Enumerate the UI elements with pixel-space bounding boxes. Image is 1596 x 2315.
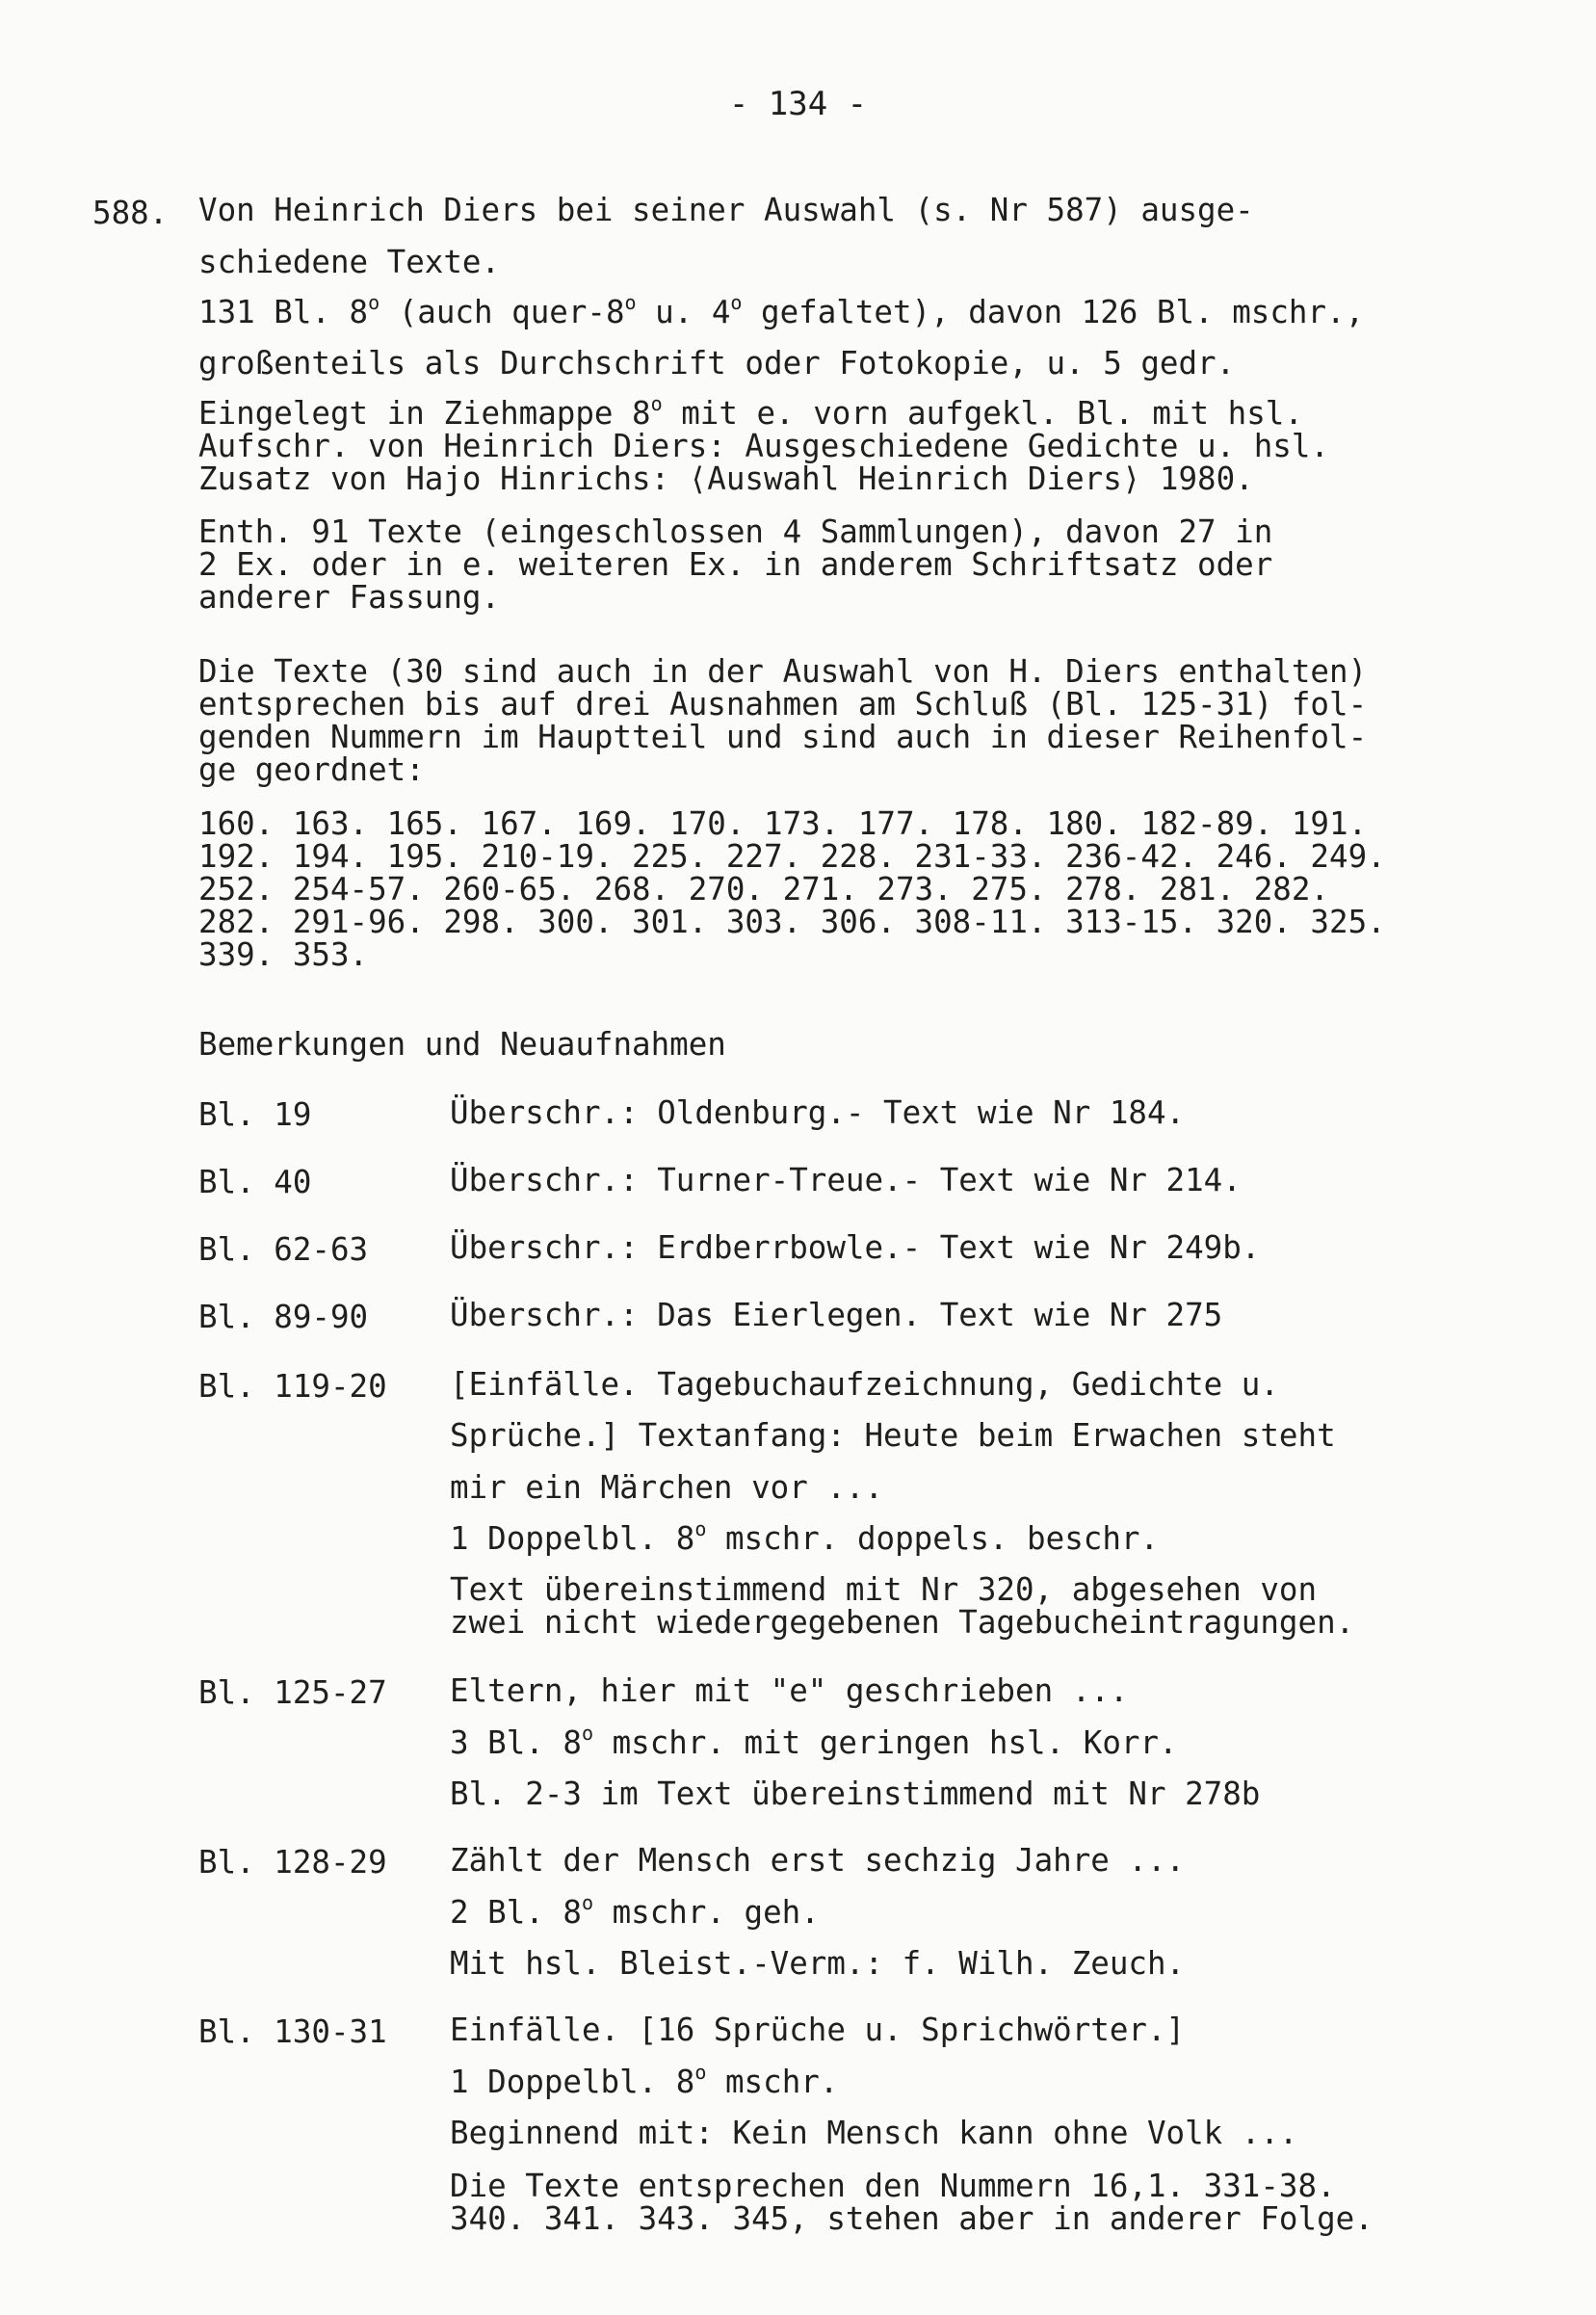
page-number: - 134 - [728, 85, 868, 123]
physical-description: 131 Bl. 8$^o$ (auch quer-8$^o$ u. 4$^o$ gefaltet), davon 126 Bl. mschr., [198, 291, 1365, 330]
remark-text: Bl. 2-3 im Text übereinstimmend mit Nr 278b [450, 1776, 1261, 1812]
remark-text: Überschr.: Oldenburg.- Text wie Nr 184. [450, 1094, 1186, 1131]
remark-text: 2 Bl. 8$^o$ mschr. geh. [450, 1891, 820, 1931]
remark-text: Beginnend mit: Kein Mensch kann ohne Volk ... [450, 2115, 1298, 2151]
remark-text: 1 Doppelbl. 8$^o$ mschr. [450, 2061, 839, 2100]
remark-text: Überschr.: Das Eierlegen. Text wie Nr 275 [450, 1297, 1223, 1333]
remark-text: Sprüche.] Textanfang: Heute beim Erwachen steht [450, 1417, 1336, 1454]
insert-note: Eingelegt in Ziehmappe 8$^o$ mit e. vorn aufgekl. Bl. mit hsl. Aufschr. von Heinrich Diers: Ausgeschiedene Gedichte u. hsl. Zusatz von Hajo Hinrichs: ⟨Auswahl Heinrich Diers⟩ 1980. [198, 392, 1329, 497]
remarks-heading: Bemerkungen und Neuaufnahmen [198, 1026, 726, 1063]
entry-title-line: Von Heinrich Diers bei seiner Auswahl (s. Nr 587) ausge- [198, 192, 1254, 228]
remark-text: Mit hsl. Bleist.-Verm.: f. Wilh. Zeuch. [450, 1945, 1186, 1982]
remark-text: Zählt der Mensch erst sechzig Jahre ... [450, 1842, 1186, 1879]
remark-label: Bl. 125-27 [198, 1674, 387, 1711]
remark-text: mir ein Märchen vor ... [450, 1469, 884, 1506]
remark-label: Bl. 19 [198, 1096, 312, 1133]
remark-label: Bl. 62-63 [198, 1231, 369, 1268]
entry-number: 588. [92, 195, 169, 231]
remark-label: Bl. 130-31 [198, 2013, 387, 2050]
content-note: Enth. 91 Texte (eingeschlossen 4 Sammlungen), davon 27 in 2 Ex. oder in e. weiteren Ex. in anderem Schriftsatz oder anderer Fassung. [198, 513, 1273, 616]
physical-description-line: großenteils als Durchschrift oder Fotokopie, u. 5 gedr. [198, 345, 1236, 381]
remark-label: Bl. 128-29 [198, 1844, 387, 1881]
remark-label: Bl. 89-90 [198, 1299, 369, 1335]
remark-text: Eltern, hier mit "e" geschrieben ... [450, 1672, 1129, 1709]
remark-label: Bl. 40 [198, 1164, 312, 1200]
number-list: 160. 163. 165. 167. 169. 170. 173. 177. 178. 180. 182-89. 191. 192. 194. 195. 210-19. 225. 227. 228. 231-33. 236-42. 246. 249. 252. 254-57. 260-65. 268. 270. 271. 273. 275. 278. 281. 282. 282. 291-96. 298. 300. 301. 303. 306. 308-11. 313-15. 320. 325. 339. 353. [198, 805, 1386, 973]
texts-note: Die Texte (30 sind auch in der Auswahl von H. Diers enthalten) entsprechen bis auf drei Ausnahmen am Schluß (Bl. 125-31) fol- genden Nummern im Hauptteil und sind auch in dieser Reihenfol- ge geordnet: [198, 653, 1368, 788]
remark-text: 1 Doppelbl. 8$^o$ mschr. doppels. beschr. [450, 1517, 1160, 1557]
remark-text: Die Texte entsprechen den Nummern 16,1. 331-38. 340. 341. 343. 345, stehen aber in anderer Folge. [450, 2168, 1374, 2237]
remark-text: Überschr.: Erdberrbowle.- Text wie Nr 249b. [450, 1229, 1261, 1266]
remark-text: [Einfälle. Tagebuchaufzeichnung, Gedichte u. [450, 1366, 1279, 1403]
remark-text: Überschr.: Turner-Treue.- Text wie Nr 214. [450, 1162, 1242, 1198]
entry-title-line: schiedene Texte. [198, 244, 501, 280]
remark-text: Einfälle. [16 Sprüche u. Sprichwörter.] [450, 2012, 1186, 2048]
remark-text: 3 Bl. 8$^o$ mschr. mit geringen hsl. Korr. [450, 1722, 1178, 1761]
remark-text: Text übereinstimmend mit Nr 320, abgesehen von zwei nicht wiedergegebenen Tagebucheintragungen. [450, 1571, 1355, 1641]
remark-label: Bl. 119-20 [198, 1368, 387, 1405]
